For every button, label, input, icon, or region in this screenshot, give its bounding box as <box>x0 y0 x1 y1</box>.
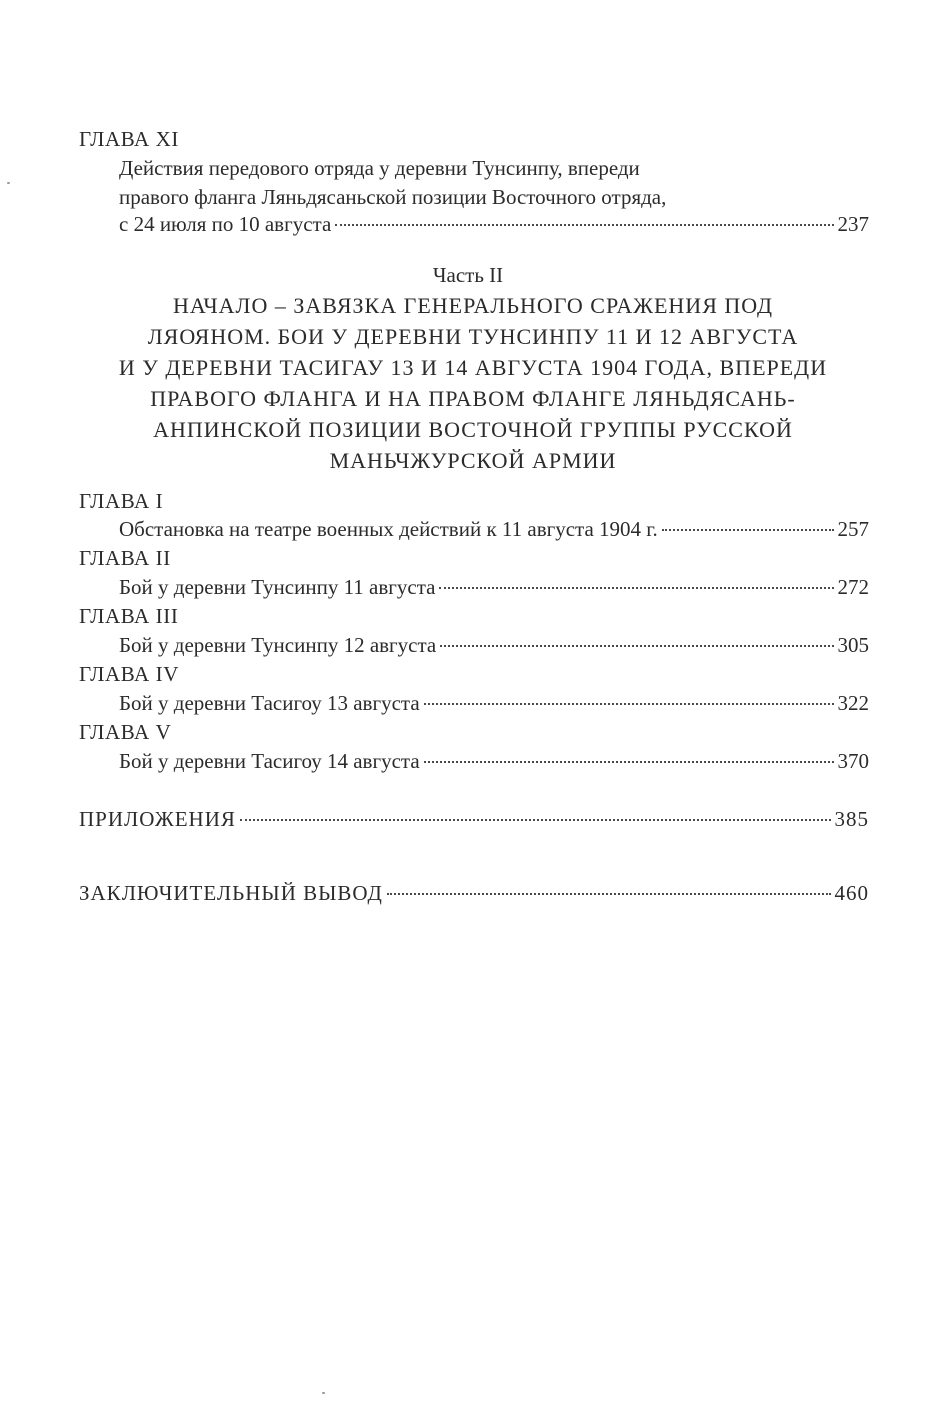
dot-leader <box>439 587 833 589</box>
appendix-label: ПРИЛОЖЕНИЯ <box>79 807 236 831</box>
chapter-xi-entry <box>119 211 869 237</box>
chapter-i-entry <box>119 516 869 542</box>
dot-leader <box>387 893 831 895</box>
chapter-i-title: Обстановка на театре военных действий к 11 августа 1904 г. <box>119 517 658 541</box>
chapter-v-title: Бой у деревни Тасигоу 14 августа <box>119 749 420 773</box>
chapter-v-entry <box>119 748 869 774</box>
conclusion-page: 460 <box>834 881 869 905</box>
chapter-xi-title-line-2: правого фланга Ляньдясаньской позиции Восточного отряда, <box>119 185 667 209</box>
part-ii-title-line: МАНЬЧЖУРСКОЙ АРМИИ <box>329 448 617 473</box>
chapter-iv-heading: ГЛАВА IV <box>79 662 180 686</box>
chapter-xi-title-line-3: с 24 июля по 10 августа <box>119 212 332 236</box>
dot-leader <box>662 529 834 531</box>
scan-speck <box>322 1392 325 1394</box>
chapter-i-page: 257 <box>837 517 869 541</box>
chapter-ii-title: Бой у деревни Тунсинпу 11 августа <box>119 575 436 599</box>
chapter-xi-heading: ГЛАВА XI <box>79 127 180 151</box>
chapter-v-page: 370 <box>837 749 869 773</box>
dot-leader <box>440 645 833 647</box>
chapter-iv-title: Бой у деревни Тасигоу 13 августа <box>119 691 420 715</box>
appendix-entry <box>79 806 869 832</box>
chapter-xi-title-line-1: Действия передового отряда у деревни Тунсинпу, впереди <box>119 156 640 180</box>
chapter-v-heading: ГЛАВА V <box>79 720 172 744</box>
chapter-xi-page: 237 <box>837 212 869 236</box>
chapter-ii-entry <box>119 574 869 600</box>
chapter-ii-heading: ГЛАВА II <box>79 546 171 570</box>
part-ii-label: Часть II <box>432 263 504 287</box>
dot-leader <box>335 224 833 226</box>
part-ii-title <box>90 290 856 476</box>
conclusion-label: ЗАКЛЮЧИТЕЛЬНЫЙ ВЫВОД <box>79 881 383 905</box>
conclusion-entry <box>79 880 869 906</box>
dot-leader <box>424 761 834 763</box>
chapter-i-heading: ГЛАВА I <box>79 489 164 513</box>
chapter-iii-title: Бой у деревни Тунсинпу 12 августа <box>119 633 437 657</box>
chapter-ii-page: 272 <box>837 575 869 599</box>
part-ii-title-line: АНПИНСКОЙ ПОЗИЦИИ ВОСТОЧНОЙ ГРУППЫ РУССКОЙ <box>153 417 793 442</box>
chapter-iv-entry <box>119 690 869 716</box>
scan-speck <box>7 182 10 184</box>
chapter-iv-page: 322 <box>837 691 869 715</box>
part-ii-title-line: И У ДЕРЕВНИ ТАСИГАУ 13 И 14 АВГУСТА 1904 ГОДА, ВПЕРЕДИ <box>118 355 828 380</box>
chapter-iii-page: 305 <box>837 633 869 657</box>
chapter-iii-entry <box>119 632 869 658</box>
chapter-iii-heading: ГЛАВА III <box>79 604 179 628</box>
part-ii-title-line: ЛЯОЯНОМ. БОИ У ДЕРЕВНИ ТУНСИНПУ 11 И 12 АВГУСТА <box>147 324 799 349</box>
appendix-page: 385 <box>834 807 869 831</box>
part-ii-title-line: НАЧАЛО – ЗАВЯЗКА ГЕНЕРАЛЬНОГО СРАЖЕНИЯ ПОД <box>172 293 774 318</box>
part-ii-title-line: ПРАВОГО ФЛАНГА И НА ПРАВОМ ФЛАНГЕ ЛЯНЬДЯСАНЬ- <box>150 386 796 411</box>
dot-leader <box>240 819 831 821</box>
dot-leader <box>424 703 834 705</box>
